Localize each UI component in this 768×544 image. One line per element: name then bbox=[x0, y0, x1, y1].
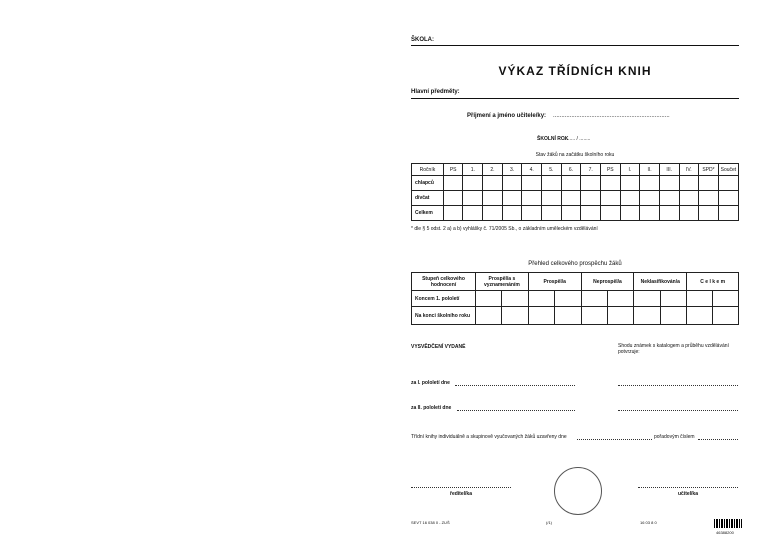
teacher-signature-label: učitel/ka bbox=[677, 491, 698, 497]
header-cell: 3. bbox=[502, 164, 522, 176]
table-cell[interactable] bbox=[718, 176, 738, 191]
table-cell[interactable] bbox=[483, 206, 503, 221]
footer-page-mark: (/1) bbox=[546, 520, 552, 525]
table-cell[interactable] bbox=[620, 206, 640, 221]
header-cell: 7. bbox=[581, 164, 601, 176]
main-subjects-line bbox=[411, 98, 739, 99]
table-cell[interactable] bbox=[528, 291, 554, 307]
table-cell[interactable] bbox=[634, 291, 660, 307]
agreement-text: Shodu známek s katalogem a průběhu vzdělávání potvrzuje: bbox=[618, 343, 729, 355]
row-label-total: Celkem bbox=[412, 206, 444, 221]
table-cell[interactable] bbox=[502, 291, 528, 307]
closing-date-field[interactable] bbox=[577, 439, 652, 440]
table-cell[interactable] bbox=[659, 206, 679, 221]
header-cell: III. bbox=[659, 164, 679, 176]
stamp-circle bbox=[554, 467, 602, 515]
main-subjects-label: Hlavní předměty: bbox=[411, 89, 460, 95]
footer-code: SEVT 16 038 0 - ZUŠ bbox=[411, 520, 450, 525]
header-cell: Prospěl/a s vyznamenáním bbox=[476, 273, 529, 291]
results-caption: Přehled celkového prospěchu žáků bbox=[528, 261, 622, 267]
table-cell[interactable] bbox=[502, 191, 522, 206]
school-label: ŠKOLA: bbox=[411, 37, 434, 43]
director-signature-field[interactable] bbox=[411, 487, 511, 488]
serial-number-field[interactable] bbox=[698, 439, 738, 440]
header-cell: IV. bbox=[679, 164, 699, 176]
header-cell: Součet bbox=[718, 164, 738, 176]
table-cell[interactable] bbox=[522, 206, 542, 221]
header-cell: Prospěl/a bbox=[528, 273, 581, 291]
header-cell: 4. bbox=[522, 164, 542, 176]
table-cell[interactable] bbox=[699, 176, 719, 191]
table-cell[interactable] bbox=[581, 206, 601, 221]
table-cell[interactable] bbox=[660, 291, 686, 307]
table-cell[interactable] bbox=[660, 307, 686, 325]
table-cell[interactable] bbox=[600, 206, 620, 221]
header-cell: 2. bbox=[483, 164, 503, 176]
header-cell: 5. bbox=[542, 164, 562, 176]
table-cell[interactable] bbox=[555, 307, 581, 325]
first-term-signature-field[interactable] bbox=[618, 385, 738, 386]
table-cell[interactable] bbox=[659, 191, 679, 206]
table-cell[interactable] bbox=[600, 176, 620, 191]
enrollment-caption: Stav žáků na začátku školního roku bbox=[535, 152, 615, 158]
header-cell: Neklasifikován/a bbox=[634, 273, 687, 291]
table-cell[interactable] bbox=[640, 191, 660, 206]
header-cell: PS bbox=[600, 164, 620, 176]
table-cell[interactable] bbox=[687, 291, 713, 307]
table-cell[interactable] bbox=[502, 307, 528, 325]
table-cell[interactable] bbox=[502, 176, 522, 191]
table-cell[interactable] bbox=[522, 191, 542, 206]
table-cell[interactable] bbox=[620, 176, 640, 191]
table-cell[interactable] bbox=[443, 206, 463, 221]
table-cell[interactable] bbox=[463, 191, 483, 206]
table-cell[interactable] bbox=[443, 176, 463, 191]
checked-by-label: pořadovým číslem bbox=[654, 434, 695, 440]
table-cell[interactable] bbox=[581, 307, 607, 325]
header-cell: 1. bbox=[463, 164, 483, 176]
table-cell[interactable] bbox=[483, 191, 503, 206]
row-label-boys: chlapců bbox=[412, 176, 444, 191]
first-term-label: za I. pololetí dne bbox=[411, 380, 450, 386]
table-cell[interactable] bbox=[542, 176, 562, 191]
director-label: ředitel/ka bbox=[450, 491, 472, 497]
table-cell[interactable] bbox=[607, 307, 633, 325]
row-label-girls: dívčat bbox=[412, 191, 444, 206]
table-cell[interactable] bbox=[528, 307, 554, 325]
school-year-label: ŠKOLNÍ ROK bbox=[537, 136, 569, 142]
table-cell[interactable] bbox=[463, 176, 483, 191]
second-term-signature-field[interactable] bbox=[618, 410, 738, 411]
table-cell[interactable] bbox=[687, 307, 713, 325]
table-cell[interactable] bbox=[555, 291, 581, 307]
table-cell[interactable] bbox=[699, 206, 719, 221]
table-cell[interactable] bbox=[443, 191, 463, 206]
table-cell[interactable] bbox=[476, 307, 502, 325]
table-cell[interactable] bbox=[713, 291, 739, 307]
table-cell[interactable] bbox=[476, 291, 502, 307]
table-cell[interactable] bbox=[607, 291, 633, 307]
table-cell[interactable] bbox=[542, 191, 562, 206]
enrollment-footnote: * dle § 5 odst. 2 a) a b) vyhlášky č. 71/2005 Sb., o základním uměleckém vzdělávání bbox=[411, 226, 598, 232]
header-cell: Stupeň celkového hodnocení bbox=[412, 273, 476, 291]
barcode-text: 46388200 bbox=[716, 530, 734, 535]
school-line bbox=[411, 45, 739, 46]
table-cell[interactable] bbox=[718, 206, 738, 221]
header-cell: II. bbox=[640, 164, 660, 176]
row-label-first-term: Koncem 1. pololetí bbox=[412, 291, 476, 307]
table-cell[interactable] bbox=[699, 191, 719, 206]
header-cell: C e l k e m bbox=[687, 273, 739, 291]
table-cell[interactable] bbox=[561, 176, 581, 191]
table-cell[interactable] bbox=[679, 176, 699, 191]
table-cell[interactable] bbox=[483, 176, 503, 191]
table-cell[interactable] bbox=[581, 176, 601, 191]
table-cell[interactable] bbox=[502, 206, 522, 221]
teacher-label: Příjmení a jméno učitele/ky: bbox=[467, 113, 547, 119]
school-year-value: ........ / ........ bbox=[564, 136, 591, 142]
results-table bbox=[411, 272, 739, 325]
header-cell: Neprospěl/a bbox=[581, 273, 634, 291]
row-label-year-end: Na konci školního roku bbox=[412, 307, 476, 325]
second-term-date-field[interactable] bbox=[457, 410, 575, 411]
teacher-dots: ...................................................................... bbox=[553, 113, 670, 119]
individual-text: Třídní knihy individuálně a skupinově vyučovaných žáků uzavřeny dne bbox=[411, 434, 567, 440]
footer-number: 16 03 8 0 bbox=[640, 520, 657, 525]
header-cell: 6. bbox=[561, 164, 581, 176]
table-cell[interactable] bbox=[634, 307, 660, 325]
table-cell[interactable] bbox=[679, 206, 699, 221]
header-cell: I. bbox=[620, 164, 640, 176]
table-cell[interactable] bbox=[718, 191, 738, 206]
table-cell[interactable] bbox=[679, 191, 699, 206]
barcode bbox=[714, 519, 742, 528]
table-cell[interactable] bbox=[581, 191, 601, 206]
table-cell[interactable] bbox=[561, 206, 581, 221]
table-cell[interactable] bbox=[600, 191, 620, 206]
table-cell[interactable] bbox=[713, 307, 739, 325]
first-term-date-field[interactable] bbox=[455, 385, 575, 386]
header-cell: Ročník bbox=[412, 164, 444, 176]
table-cell[interactable] bbox=[581, 291, 607, 307]
second-term-label: za II. pololetí dne bbox=[411, 405, 452, 411]
certificates-heading: VYSVĚDČENÍ VYDANÉ bbox=[411, 344, 466, 350]
table-cell[interactable] bbox=[659, 176, 679, 191]
table-cell[interactable] bbox=[561, 191, 581, 206]
teacher-signature-field[interactable] bbox=[638, 487, 738, 488]
table-cell[interactable] bbox=[522, 176, 542, 191]
table-cell[interactable] bbox=[620, 191, 640, 206]
page-title: VÝKAZ TŘÍDNÍCH KNIH bbox=[498, 64, 652, 78]
table-cell[interactable] bbox=[542, 206, 562, 221]
enrollment-table bbox=[411, 163, 739, 221]
table-cell[interactable] bbox=[640, 206, 660, 221]
header-cell: SPD* bbox=[699, 164, 719, 176]
table-cell[interactable] bbox=[463, 206, 483, 221]
header-cell: PS bbox=[443, 164, 463, 176]
table-cell[interactable] bbox=[640, 176, 660, 191]
